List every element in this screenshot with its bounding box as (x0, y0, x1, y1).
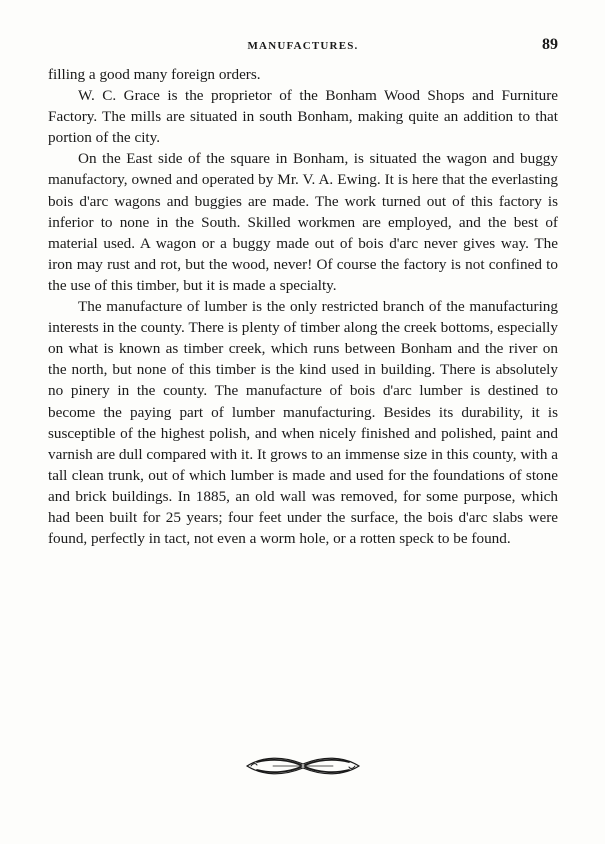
body-text (48, 64, 558, 549)
running-title: MANUFACTURES. (247, 40, 359, 52)
decorative-scroll-ornament-icon (243, 752, 363, 780)
paragraph-lumber-manufacture: The manufacture of lumber is the only restricted branch of the manufacturing interests in the county. There is plenty of timber along the creek bottoms, especially on what is known as timber creek, which runs between Bonham and the river on the north, but none of this timber is the kind used in building. There is absolutely no pinery in the county. The manufacture of bois d'arc lumber is destined to become the paying part of lumber manufacturing. Besides its durability, it is susceptible of the highest polish, and when nicely finished and polished, paint and varnish are dull compared with it. It grows to an immense size in this county, with a tall clean trunk, out of which lumber is made and used for the foundations of stone and brick buildings. In 1885, an old wall was removed, for some purpose, which had been built for 25 years; four feet under the surface, the bois d'arc slabs were found, perfectly in tact, not even a worm hole, or a rotten speck to be found. (48, 298, 558, 548)
paragraph-ewing-wagon-factory: On the East side of the square in Bonham, is situated the wagon and buggy manufactory, owned and operated by Mr. V. A. Ewing. It is here that the everlasting bois d'arc wagons and buggies are made. The work turned out of this factory is inferior to none in the South. Skilled workmen are employed, and the best of material used. A wagon or a buggy made out of bois d'arc never gives way. The iron may rust and rot, but the wood, never! Of course the factory is not confined to the use of this timber, but it is made a specialty. (48, 150, 558, 294)
page-number: 89 (542, 36, 558, 53)
running-head (48, 36, 558, 56)
paragraph-grace-wood-shops: W. C. Grace is the proprietor of the Bonham Wood Shops and Furniture Factory. The mills are situated in south Bonham, making quite an addition to that portion of the city. (48, 87, 558, 147)
paragraph-continuation: filling a good many foreign orders. (48, 66, 261, 83)
